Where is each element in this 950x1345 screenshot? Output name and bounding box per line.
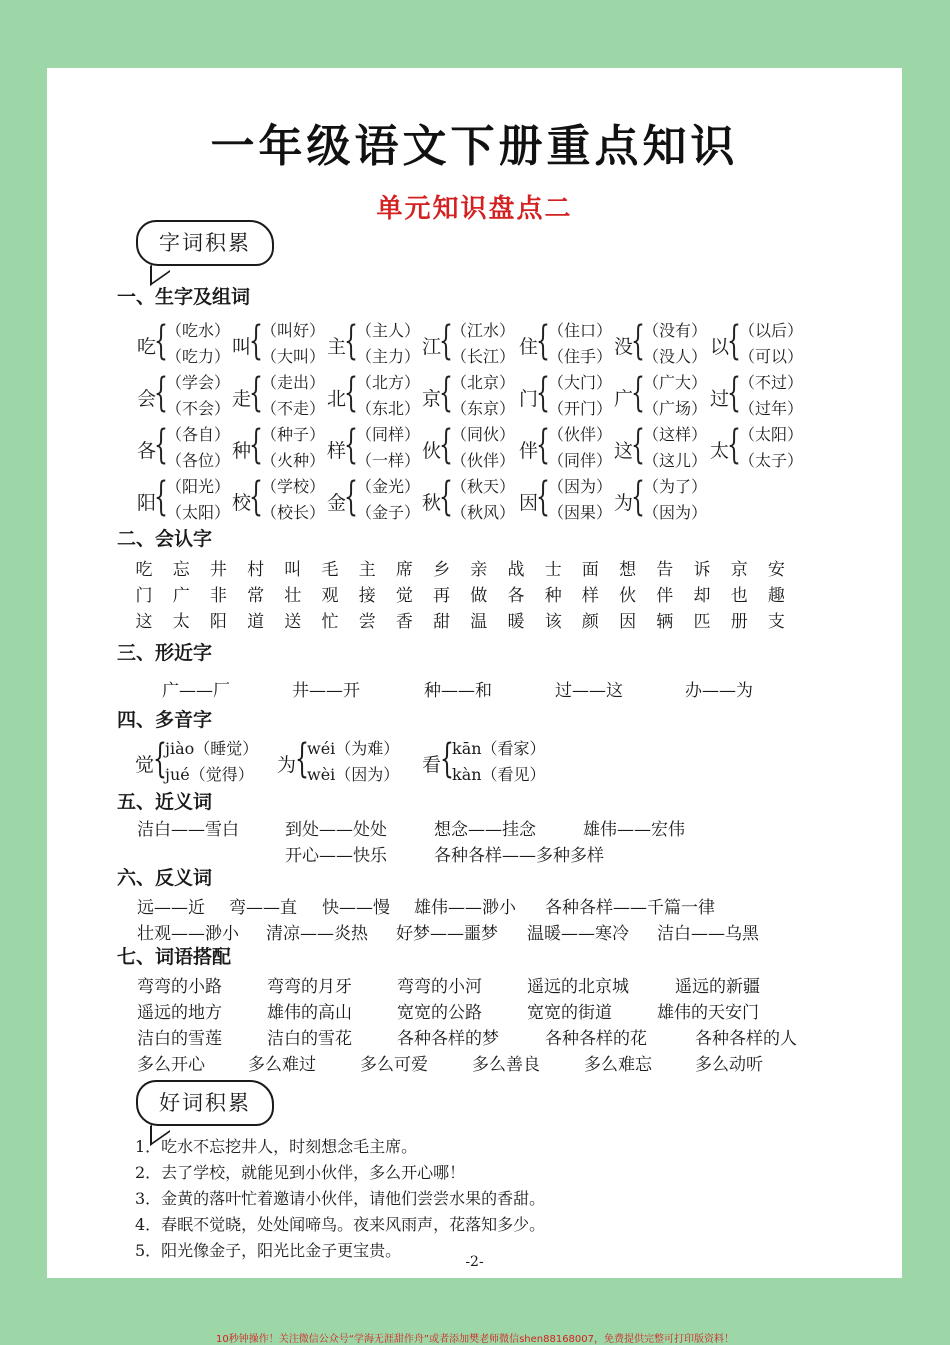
shengzi-group <box>710 370 808 422</box>
recognize-char: 香 <box>395 612 413 632</box>
shengzi-char: 叫 <box>232 336 252 358</box>
shengzi-char: 江 <box>422 336 442 358</box>
collocation-item: 弯弯的小路 <box>137 977 222 997</box>
shengzi-word: （学会） <box>166 373 231 392</box>
recognize-char: 再 <box>433 586 451 606</box>
page-title: 一年级语文下册重点知识 <box>210 121 739 172</box>
shengzi-word: （没有） <box>643 321 708 340</box>
brace-icon: { <box>631 370 645 416</box>
brace-icon: { <box>536 370 550 416</box>
shengzi-word: （太阳） <box>739 425 804 444</box>
recognize-char: 接 <box>358 586 376 606</box>
section-heading-6: 六、反义词 <box>117 867 213 889</box>
shengzi-group <box>137 474 235 526</box>
recognize-char: 样 <box>581 586 599 606</box>
brace-icon: { <box>727 422 741 468</box>
shengzi-char: 秋 <box>422 492 442 514</box>
collocation-item: 洁白的雪莲 <box>137 1029 222 1049</box>
recognize-char: 观 <box>321 586 339 606</box>
shengzi-char: 样 <box>327 440 347 462</box>
recognize-char: 忙 <box>321 612 339 632</box>
recognize-char: 安 <box>767 560 785 580</box>
shengzi-word: （太阳） <box>166 503 231 522</box>
shengzi-group <box>519 370 617 422</box>
recognize-char: 士 <box>544 560 562 580</box>
shengzi-group <box>327 370 425 422</box>
recognize-char: 京 <box>730 560 748 580</box>
recognize-char: 辆 <box>656 612 674 632</box>
shengzi-word: （大叫） <box>261 347 326 366</box>
brace-icon: { <box>154 318 168 364</box>
shengzi-word: （开门） <box>548 399 613 418</box>
shengzi-group <box>614 370 712 422</box>
shengzi-word: （太子） <box>739 451 804 470</box>
shengzi-group <box>422 318 520 370</box>
polyphone-reading: wéi（为难） <box>307 739 400 758</box>
footer-notice: 10秒钟操作！关注微信公众号“学海无涯甜作舟”或者添加樊老师微信shen88168007，免费提供完整可打印版资料！ <box>215 1334 735 1345</box>
shengzi-char: 会 <box>137 388 157 410</box>
recognize-char: 告 <box>656 560 674 580</box>
shengzi-word: （过年） <box>739 399 804 418</box>
recognize-char: 尝 <box>358 612 376 632</box>
shengzi-char: 北 <box>327 388 347 410</box>
shengzi-word: （北京） <box>451 373 516 392</box>
recognize-char: 阳 <box>209 612 227 632</box>
shengzi-word: （住手） <box>548 347 613 366</box>
recognize-char: 支 <box>767 612 785 632</box>
shengzi-char: 吃 <box>137 336 157 358</box>
shengzi-word: （走出） <box>261 373 326 392</box>
polyphone-reading: kān（看家） <box>452 739 546 758</box>
recognize-char: 道 <box>247 612 265 632</box>
recognize-char: 温 <box>470 612 488 632</box>
brace-icon: { <box>536 422 550 468</box>
brace-icon: { <box>249 318 263 364</box>
shengzi-char: 过 <box>710 388 730 410</box>
recognize-char: 做 <box>470 586 488 606</box>
recognize-char: 主 <box>358 560 376 580</box>
shengzi-char: 主 <box>327 336 347 358</box>
brace-icon: { <box>154 370 168 416</box>
collocation-item: 雄伟的天安门 <box>657 1003 759 1023</box>
shengzi-word: （因为） <box>643 503 708 522</box>
antonym-pair: 快——慢 <box>322 898 390 918</box>
shengzi-word: （这样） <box>643 425 708 444</box>
shengzi-word: （金子） <box>356 503 421 522</box>
recognize-char: 忘 <box>172 560 190 580</box>
brace-icon: { <box>536 474 550 520</box>
brace-icon: { <box>249 370 263 416</box>
shengzi-word: （阳光） <box>166 477 231 496</box>
sentence-item: 1．吃水不忘挖井人，时刻想念毛主席。 <box>135 1137 418 1156</box>
recognize-char: 伴 <box>656 586 674 606</box>
shengzi-word: （金光） <box>356 477 421 496</box>
shengzi-word: （东京） <box>451 399 516 418</box>
shengzi-group <box>614 318 712 370</box>
recognize-char: 吃 <box>135 560 153 580</box>
synonym-pair: 开心——快乐 <box>285 846 387 866</box>
shengzi-word: （同样） <box>356 425 421 444</box>
section-heading-5: 五、近义词 <box>117 791 213 813</box>
recognize-char: 伙 <box>619 586 637 606</box>
brace-icon: { <box>344 422 358 468</box>
recognize-char: 门 <box>135 586 153 606</box>
collocation-item: 遥远的北京城 <box>527 977 629 997</box>
recognize-char: 趣 <box>767 586 785 606</box>
shengzi-word: （叫好） <box>261 321 326 340</box>
brace-icon: { <box>439 422 453 468</box>
collocation-item: 宽宽的街道 <box>527 1003 612 1023</box>
antonym-pair: 雄伟——渺小 <box>414 898 516 918</box>
collocation-item: 洁白的雪花 <box>267 1029 352 1049</box>
shengzi-word: （秋风） <box>451 503 516 522</box>
brace-icon: { <box>727 318 741 364</box>
antonym-pair: 壮观——渺小 <box>137 924 239 944</box>
brace-icon: { <box>439 370 453 416</box>
shengzi-word: （不过） <box>739 373 804 392</box>
sentence-item: 5．阳光像金子，阳光比金子更宝贵。 <box>135 1241 402 1260</box>
brace-icon: { <box>631 474 645 520</box>
recognize-char: 常 <box>247 586 265 606</box>
shengzi-word: （因为） <box>548 477 613 496</box>
shengzi-word: （没人） <box>643 347 708 366</box>
recognize-char: 想 <box>619 560 637 580</box>
brace-icon: { <box>536 318 550 364</box>
recognize-char: 因 <box>619 612 637 632</box>
recognize-char: 壮 <box>284 586 302 606</box>
shengzi-group <box>327 474 425 526</box>
shengzi-group <box>137 318 235 370</box>
antonym-pair: 洁白——乌黑 <box>657 924 759 944</box>
shengzi-word: （主力） <box>356 347 421 366</box>
collocation-item: 多么难忘 <box>584 1055 652 1075</box>
recognize-char: 村 <box>247 560 265 580</box>
shengzi-word: （主人） <box>356 321 421 340</box>
brace-icon: { <box>439 318 453 364</box>
shengzi-word: （不会） <box>166 399 231 418</box>
section-heading-7: 七、词语搭配 <box>117 946 232 968</box>
shengzi-char: 太 <box>710 440 730 462</box>
shengzi-word: （秋天） <box>451 477 516 496</box>
shengzi-group <box>614 474 712 526</box>
brace-icon: { <box>153 736 167 782</box>
brace-icon: { <box>439 474 453 520</box>
shengzi-word: （同伙） <box>451 425 516 444</box>
recognize-char: 送 <box>284 612 302 632</box>
sentence-item: 2．去了学校，就能见到小伙伴，多么开心哪！ <box>135 1163 466 1182</box>
shengzi-word: （为了） <box>643 477 708 496</box>
shengzi-group <box>232 318 330 370</box>
similar-pair: 井——开 <box>292 681 360 701</box>
synonym-pair: 各种各样——多种多样 <box>434 846 604 866</box>
shengzi-char: 京 <box>422 388 442 410</box>
brace-icon: { <box>344 474 358 520</box>
brace-icon: { <box>631 318 645 364</box>
recognize-char: 暖 <box>507 612 525 632</box>
shengzi-group <box>422 370 520 422</box>
shengzi-word: （一样） <box>356 451 421 470</box>
recognize-char: 种 <box>544 586 562 606</box>
shengzi-word: （因果） <box>548 503 613 522</box>
shengzi-word: （学校） <box>261 477 326 496</box>
collocation-item: 多么难过 <box>248 1055 316 1075</box>
section-heading-3: 三、形近字 <box>117 642 213 664</box>
brace-icon: { <box>154 474 168 520</box>
collocation-item: 雄伟的高山 <box>267 1003 352 1023</box>
polyphone-char: 觉 <box>135 754 155 776</box>
brace-icon: { <box>631 422 645 468</box>
collocation-item: 多么动听 <box>695 1055 763 1075</box>
polyphone-char: 为 <box>277 754 297 776</box>
shengzi-word: （大门） <box>548 373 613 392</box>
shengzi-char: 走 <box>232 388 252 410</box>
collocation-item: 各种各样的梦 <box>397 1029 499 1049</box>
sentence-item: 3．金黄的落叶忙着邀请小伙伴，请他们尝尝水果的香甜。 <box>135 1189 546 1208</box>
recognize-char: 各 <box>507 586 525 606</box>
shengzi-word: （校长） <box>261 503 326 522</box>
collocation-item: 弯弯的月牙 <box>267 977 352 997</box>
worksheet-page <box>47 68 902 1278</box>
shengzi-char: 这 <box>614 440 634 462</box>
shengzi-group <box>137 370 235 422</box>
polyphone-char: 看 <box>422 754 442 776</box>
brace-icon: { <box>249 422 263 468</box>
recognize-char: 亲 <box>470 560 488 580</box>
shengzi-group <box>137 422 235 474</box>
shengzi-group <box>232 370 330 422</box>
collocation-item: 多么开心 <box>137 1055 205 1075</box>
shengzi-word: （可以） <box>739 347 804 366</box>
recognize-char: 诉 <box>693 560 711 580</box>
shengzi-word: （北方） <box>356 373 421 392</box>
similar-pair: 办——为 <box>685 681 753 701</box>
recognize-char: 颜 <box>581 612 599 632</box>
collocation-item: 多么可爱 <box>360 1055 428 1075</box>
recognize-char: 叫 <box>284 560 302 580</box>
brace-icon: { <box>295 736 309 782</box>
shengzi-word: （住口） <box>548 321 613 340</box>
antonym-pair: 清凉——炎热 <box>266 924 368 944</box>
recognize-char: 战 <box>507 560 525 580</box>
polyphone-reading: jiào（睡觉） <box>165 739 259 758</box>
shengzi-word: （江水） <box>451 321 516 340</box>
shengzi-char: 金 <box>327 492 347 514</box>
section-bubble-phrases: 好词积累 <box>136 1080 274 1126</box>
shengzi-group <box>519 422 617 474</box>
brace-icon: { <box>344 370 358 416</box>
shengzi-char: 因 <box>519 492 539 514</box>
shengzi-word: （广大） <box>643 373 708 392</box>
shengzi-group <box>519 318 617 370</box>
recognize-char: 该 <box>544 612 562 632</box>
section-bubble-vocab: 字词积累 <box>136 220 274 266</box>
shengzi-word: （同伴） <box>548 451 613 470</box>
shengzi-word: （伙伴） <box>548 425 613 444</box>
section-heading-2: 二、会认字 <box>117 528 213 550</box>
shengzi-char: 种 <box>232 440 252 462</box>
shengzi-char: 住 <box>519 336 539 358</box>
polyphone-reading: wèi（因为） <box>307 765 400 784</box>
sentence-item: 4．春眠不觉晓，处处闻啼鸟。夜来风雨声，花落知多少。 <box>135 1215 546 1234</box>
recognize-char: 乡 <box>433 560 451 580</box>
recognize-char: 匹 <box>693 612 711 632</box>
brace-icon: { <box>154 422 168 468</box>
synonym-pair: 想念——挂念 <box>434 820 536 840</box>
antonym-pair: 好梦——噩梦 <box>396 924 498 944</box>
brace-icon: { <box>440 736 454 782</box>
shengzi-group <box>232 422 330 474</box>
section-heading-4: 四、多音字 <box>117 709 213 731</box>
shengzi-group <box>422 422 520 474</box>
shengzi-char: 伙 <box>422 440 442 462</box>
recognize-char: 也 <box>730 586 748 606</box>
recognize-char: 册 <box>730 612 748 632</box>
shengzi-group <box>614 422 712 474</box>
shengzi-char: 门 <box>519 388 539 410</box>
shengzi-group <box>710 318 808 370</box>
recognize-char: 广 <box>172 586 190 606</box>
shengzi-word: （以后） <box>739 321 804 340</box>
polyphone-reading: kàn（看见） <box>452 765 546 784</box>
shengzi-group <box>710 422 808 474</box>
shengzi-char: 广 <box>614 388 634 410</box>
shengzi-group <box>519 474 617 526</box>
recognize-char: 甜 <box>433 612 451 632</box>
recognize-char: 觉 <box>395 586 413 606</box>
shengzi-char: 各 <box>137 440 157 462</box>
collocation-item: 宽宽的公路 <box>397 1003 482 1023</box>
shengzi-group <box>422 474 520 526</box>
recognize-char: 席 <box>395 560 413 580</box>
collocation-item: 遥远的地方 <box>137 1003 222 1023</box>
shengzi-word: （伙伴） <box>451 451 516 470</box>
collocation-item: 弯弯的小河 <box>397 977 482 997</box>
recognize-char: 毛 <box>321 560 339 580</box>
synonym-pair: 洁白——雪白 <box>137 820 239 840</box>
shengzi-group <box>327 422 425 474</box>
page-number: -2- <box>465 1254 484 1270</box>
shengzi-char: 以 <box>710 336 730 358</box>
similar-pair: 种——和 <box>424 681 492 701</box>
collocation-item: 各种各样的人 <box>695 1029 797 1049</box>
shengzi-word: （种子） <box>261 425 326 444</box>
shengzi-char: 校 <box>232 492 252 514</box>
brace-icon: { <box>727 370 741 416</box>
shengzi-word: （各位） <box>166 451 231 470</box>
shengzi-group <box>327 318 425 370</box>
recognize-char: 井 <box>209 560 227 580</box>
recognize-char: 面 <box>581 560 599 580</box>
shengzi-char: 阳 <box>137 492 157 514</box>
shengzi-word: （各自） <box>166 425 231 444</box>
recognize-char: 太 <box>172 612 190 632</box>
shengzi-group <box>232 474 330 526</box>
brace-icon: { <box>249 474 263 520</box>
shengzi-word: （长江） <box>451 347 516 366</box>
synonym-pair: 雄伟——宏伟 <box>583 820 685 840</box>
antonym-pair: 远——近 <box>137 898 205 918</box>
shengzi-char: 伴 <box>519 440 539 462</box>
page-subtitle: 单元知识盘点二 <box>376 194 573 224</box>
shengzi-word: （东北） <box>356 399 421 418</box>
shengzi-word: （吃力） <box>166 347 231 366</box>
recognize-char: 却 <box>693 586 711 606</box>
collocation-item: 遥远的新疆 <box>675 977 760 997</box>
similar-pair: 过——这 <box>555 681 623 701</box>
polyphone-reading: jué（觉得） <box>165 765 254 784</box>
antonym-pair: 温暖——寒冷 <box>527 924 629 944</box>
shengzi-word: （吃水） <box>166 321 231 340</box>
collocation-item: 各种各样的花 <box>545 1029 647 1049</box>
shengzi-word: （广场） <box>643 399 708 418</box>
antonym-pair: 弯——直 <box>229 898 297 918</box>
collocation-item: 多么善良 <box>472 1055 540 1075</box>
antonym-pair: 各种各样——千篇一律 <box>545 898 715 918</box>
shengzi-word: （这儿） <box>643 451 708 470</box>
shengzi-char: 没 <box>614 336 634 358</box>
brace-icon: { <box>344 318 358 364</box>
synonym-pair: 到处——处处 <box>285 820 387 840</box>
shengzi-word: （火种） <box>261 451 326 470</box>
recognize-char: 这 <box>135 612 153 632</box>
section-heading-1: 一、生字及组词 <box>117 286 251 308</box>
shengzi-char: 为 <box>614 492 634 514</box>
shengzi-word: （不走） <box>261 399 326 418</box>
recognize-char: 非 <box>209 586 227 606</box>
similar-pair: 广——厂 <box>162 681 230 701</box>
